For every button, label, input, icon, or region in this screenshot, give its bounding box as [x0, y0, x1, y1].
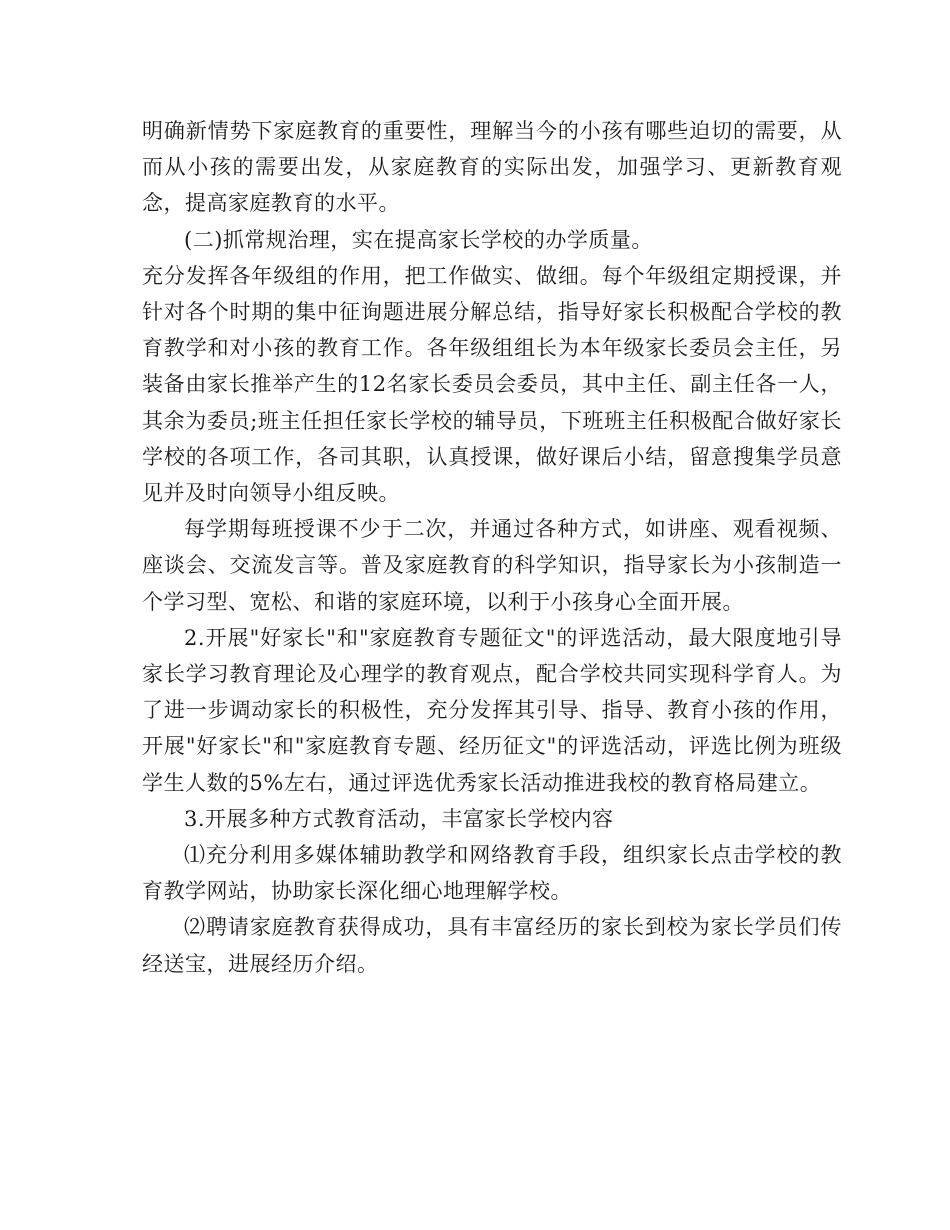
paragraph-activities-heading: 3.开展多种方式教育活动，丰富家长学校内容: [184, 806, 614, 831]
paragraph-grade-groups: 充分发挥各年级组的作用，把工作做实、做细。每个年级组定期授课，并针对各个时期的集中征询题进展分解总结，指导好家长积极配合学校的教育教学和对小孩的教育工作。各年级组组长为本年级家长委员会主任，另装备由家长推举产生的12名家长委员会委员，其中主任、副主任各一人，其余为委员;班主任担任家长学校的辅导员，下班班主任积极配合做好家长学校的各项工作，各司其职，认真授课，做好课后小结，留意搜集学员意见并及时向领导小组反映。: [142, 263, 842, 506]
paragraph-teaching-frequency: 每学期每班授课不少于二次，并通过各种方式，如讲座、观看视频、座谈会、交流发言等。普及家庭教育的科学知识，指导家长为小孩制造一个学习型、宽松、和谐的家庭环境，以利于小孩身心全面开展。: [142, 517, 842, 614]
document-body: [142, 113, 842, 982]
paragraph-intro: 明确新情势下家庭教育的重要性，理解当今的小孩有哪些迫切的需要，从而从小孩的需要出发，从家庭教育的实际出发，加强学习、更新教育观念，提高家庭教育的水平。: [142, 119, 842, 216]
paragraph-item-multimedia: ⑴充分利用多媒体辅助教学和网络教育手段，组织家长点击学校的教育教学网站，协助家长深化细心地理解学校。: [142, 843, 842, 904]
paragraph-item-experience-sharing: ⑵聘请家庭教育获得成功，具有丰富经历的家长到校为家长学员们传经送宝，进展经历介绍。: [142, 915, 842, 976]
paragraph-section-heading: (二)抓常规治理，实在提高家长学校的办学质量。: [184, 227, 653, 252]
paragraph-good-parent-contest: 2.开展"好家长"和"家庭教育专题征文"的评选活动，最大限度地引导家长学习教育理论及心理学的教育观点，配合学校共同实现科学育人。为了进一步调动家长的积极性，充分发挥其引导、指导、教育小孩的作用，开展"好家长"和"家庭教育专题、经历征文"的评选活动，评选比例为班级学生人数的5%左右，通过评选优秀家长活动推进我校的教育格局建立。: [142, 625, 842, 795]
